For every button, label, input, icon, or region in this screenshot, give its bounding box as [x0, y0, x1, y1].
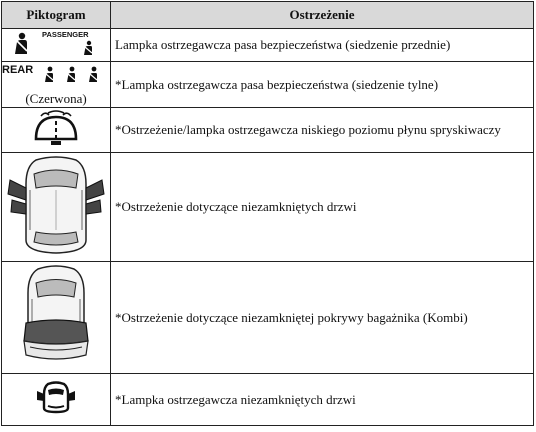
pictogram-cell [2, 29, 111, 62]
car-tailgate-open-icon [6, 263, 106, 367]
seatbelt-rear-icon [2, 62, 110, 86]
warning-text: *Ostrzeżenie dotyczące niezamkniętej pokrywy bagażnika (Kombi) [111, 262, 534, 374]
header-pictogram: Piktogram [2, 2, 111, 29]
car-doors-open-icon [6, 154, 106, 256]
rear-label: REAR [2, 64, 34, 76]
door-open-lamp-icon [34, 380, 78, 414]
pictogram-cell [2, 374, 111, 426]
warning-text: *Ostrzeżenie dotyczące niezamkniętych drzwi [111, 153, 534, 262]
warning-text: *Lampka ostrzegawcza niezamkniętych drzwi [111, 374, 534, 426]
washer-fluid-icon [31, 109, 81, 147]
table-row [2, 62, 534, 108]
table-row [2, 153, 534, 262]
warning-table [1, 1, 534, 426]
warning-text: *Ostrzeżenie/lampka ostrzegawcza niskiego poziomu płynu spryskiwaczy [111, 108, 534, 153]
pictogram-cell [2, 108, 111, 153]
warning-text: Lampka ostrzegawcza pasa bezpieczeństwa (siedzenie przednie) [111, 29, 534, 62]
pictogram-cell [2, 262, 111, 374]
header-warning: Ostrzeżenie [111, 2, 534, 29]
pictogram-cell [2, 62, 111, 108]
seatbelt-front-icon [6, 30, 106, 56]
table-row [2, 29, 534, 62]
pictogram-cell [2, 153, 111, 262]
passenger-label: PASSENGER [42, 29, 89, 39]
table-row [2, 108, 534, 153]
red-caption: (Czerwona) [25, 91, 87, 106]
table-header-row [2, 2, 534, 29]
table-row [2, 262, 534, 374]
warning-text: *Lampka ostrzegawcza pasa bezpieczeństwa (siedzenie tylne) [111, 62, 534, 108]
table-row [2, 374, 534, 426]
